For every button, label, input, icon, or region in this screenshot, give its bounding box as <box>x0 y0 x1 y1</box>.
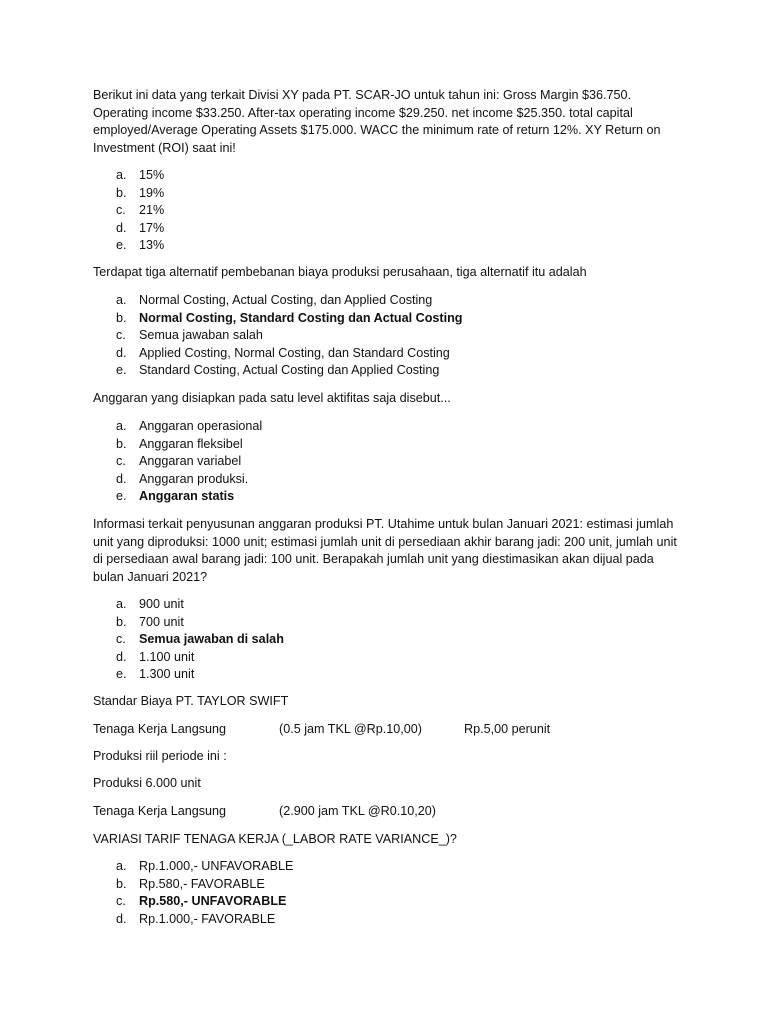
option-text: 21% <box>139 203 165 218</box>
option-text: 15% <box>139 168 165 182</box>
question-4 <box>93 516 683 586</box>
option-text: Applied Costing, Normal Costing, dan Standard Costing <box>139 345 450 360</box>
option-item <box>116 893 676 911</box>
option-letter: e. <box>116 363 127 378</box>
option-letter: c. <box>116 454 126 469</box>
option-text: 13% <box>139 238 165 253</box>
option-text: Rp.1.000,- FAVORABLE <box>139 911 276 926</box>
option-item <box>116 202 676 220</box>
option-text: Rp.580,- FAVORABLE <box>139 876 265 891</box>
option-text: 17% <box>139 220 165 235</box>
standard-labor-label: Tenaga Kerja Langsung <box>93 722 227 736</box>
option-item <box>116 185 676 203</box>
option-text: Anggaran statis <box>139 489 235 504</box>
option-text: 19% <box>139 185 165 200</box>
option-letter: d. <box>116 649 127 664</box>
option-item <box>116 436 676 454</box>
question-3-text: Anggaran yang disiapkan pada satu level aktifitas saja disebut... <box>93 391 451 405</box>
option-letter: d. <box>116 345 127 360</box>
standard-cost-heading-row <box>93 693 693 711</box>
option-letter: b. <box>116 185 127 200</box>
standard-cost-heading: Standar Biaya PT. TAYLOR SWIFT <box>93 694 289 708</box>
actual-labor-label: Tenaga Kerja Langsung <box>93 804 227 818</box>
option-item <box>116 237 676 255</box>
question-2-options <box>116 292 676 380</box>
question-1 <box>93 87 683 157</box>
option-item <box>116 167 676 185</box>
option-item <box>116 488 676 506</box>
option-item <box>116 327 676 345</box>
standard-labor-detail: (0.5 jam TKL @Rp.10,00) <box>279 722 422 736</box>
option-item <box>116 614 676 632</box>
option-item <box>116 310 676 328</box>
standard-labor-cost: Rp.5,00 perunit <box>464 722 551 736</box>
question-3 <box>93 390 683 408</box>
question-4-options <box>116 596 676 684</box>
option-item <box>116 471 676 489</box>
standard-labor-row <box>93 721 693 739</box>
production-units: Produksi 6.000 unit <box>93 776 201 790</box>
production-units-row <box>93 775 693 793</box>
option-item <box>116 858 676 876</box>
option-text: Anggaran produksi. <box>139 471 249 486</box>
question-2 <box>93 264 683 282</box>
option-text: Normal Costing, Standard Costing dan Actual Costing <box>139 310 463 325</box>
option-text: 1.300 unit <box>139 667 195 682</box>
option-letter: d. <box>116 911 127 926</box>
question-2-text: Terdapat tiga alternatif pembebanan biaya produksi perusahaan, tiga alternatif itu adalah <box>93 265 587 279</box>
option-letter: e. <box>116 238 127 253</box>
question-1-text: Berikut ini data yang terkait Divisi XY pada PT. SCAR-JO untuk tahun ini: Gross Margin $36.750. Operating income $33.250. After-tax operating income $29.250. net income $25.350. total capital employed/Average Operating Assets $175.000. WACC the minimum rate of return 12%. XY Return on Investment (ROI) saat ini! <box>93 88 661 155</box>
option-letter: e. <box>116 489 127 504</box>
actual-labor-row <box>93 803 693 821</box>
option-letter: e. <box>116 667 127 682</box>
option-text: Semua jawaban di salah <box>139 632 284 647</box>
option-item <box>116 292 676 310</box>
question-3-options <box>116 418 676 506</box>
option-text: Anggaran operasional <box>139 419 263 433</box>
option-letter: a. <box>116 168 127 182</box>
option-item <box>116 220 676 238</box>
option-letter: b. <box>116 310 127 325</box>
option-letter: a. <box>116 419 127 433</box>
question-4-text: Informasi terkait penyusunan anggaran produksi PT. Utahime untuk bulan Januari 2021: estimasi jumlah unit yang diproduksi: 1000 unit; estimasi jumlah unit di persediaan akhir barang jadi: 200 unit, jumlah unit di persediaan awal barang jadi: 100 unit. Berapakah jumlah unit yang diestimasikan akan dijual pada bulan Januari 2021? <box>93 517 677 584</box>
actual-production-heading-row <box>93 748 693 766</box>
option-text: Rp.1.000,- UNFAVORABLE <box>139 859 294 873</box>
option-item <box>116 453 676 471</box>
option-item <box>116 418 676 436</box>
option-letter: c. <box>116 632 126 647</box>
option-item <box>116 631 676 649</box>
option-letter: c. <box>116 894 126 909</box>
option-letter: a. <box>116 293 127 307</box>
option-text: Standard Costing, Actual Costing dan Applied Costing <box>139 363 440 378</box>
option-text: Anggaran variabel <box>139 454 242 469</box>
option-text: Anggaran fleksibel <box>139 436 243 451</box>
option-item <box>116 649 676 667</box>
option-item <box>116 345 676 363</box>
option-text: Semua jawaban salah <box>139 328 263 343</box>
option-letter: b. <box>116 614 127 629</box>
option-text: 1.100 unit <box>139 649 195 664</box>
option-letter: c. <box>116 328 126 343</box>
actual-labor-detail: (2.900 jam TKL @R0.10,20) <box>279 804 436 818</box>
option-letter: a. <box>116 597 127 611</box>
option-letter: d. <box>116 220 127 235</box>
actual-production-heading: Produksi riil periode ini : <box>93 749 227 763</box>
option-text: 700 unit <box>139 614 184 629</box>
option-item <box>116 362 676 380</box>
option-letter: b. <box>116 876 127 891</box>
question-5-row <box>93 831 693 849</box>
option-item <box>116 596 676 614</box>
option-text: Normal Costing, Actual Costing, dan Applied Costing <box>139 293 433 307</box>
option-text: 900 unit <box>139 597 184 611</box>
question-5-text: VARIASI TARIF TENAGA KERJA (_LABOR RATE VARIANCE_)? <box>93 832 457 846</box>
option-letter: c. <box>116 203 126 218</box>
option-letter: d. <box>116 471 127 486</box>
option-letter: b. <box>116 436 127 451</box>
option-text: Rp.580,- UNFAVORABLE <box>139 894 287 909</box>
option-letter: a. <box>116 859 127 873</box>
question-5-options <box>116 858 676 928</box>
option-item <box>116 666 676 684</box>
question-1-options <box>116 167 676 255</box>
option-item <box>116 911 676 929</box>
option-item <box>116 876 676 894</box>
